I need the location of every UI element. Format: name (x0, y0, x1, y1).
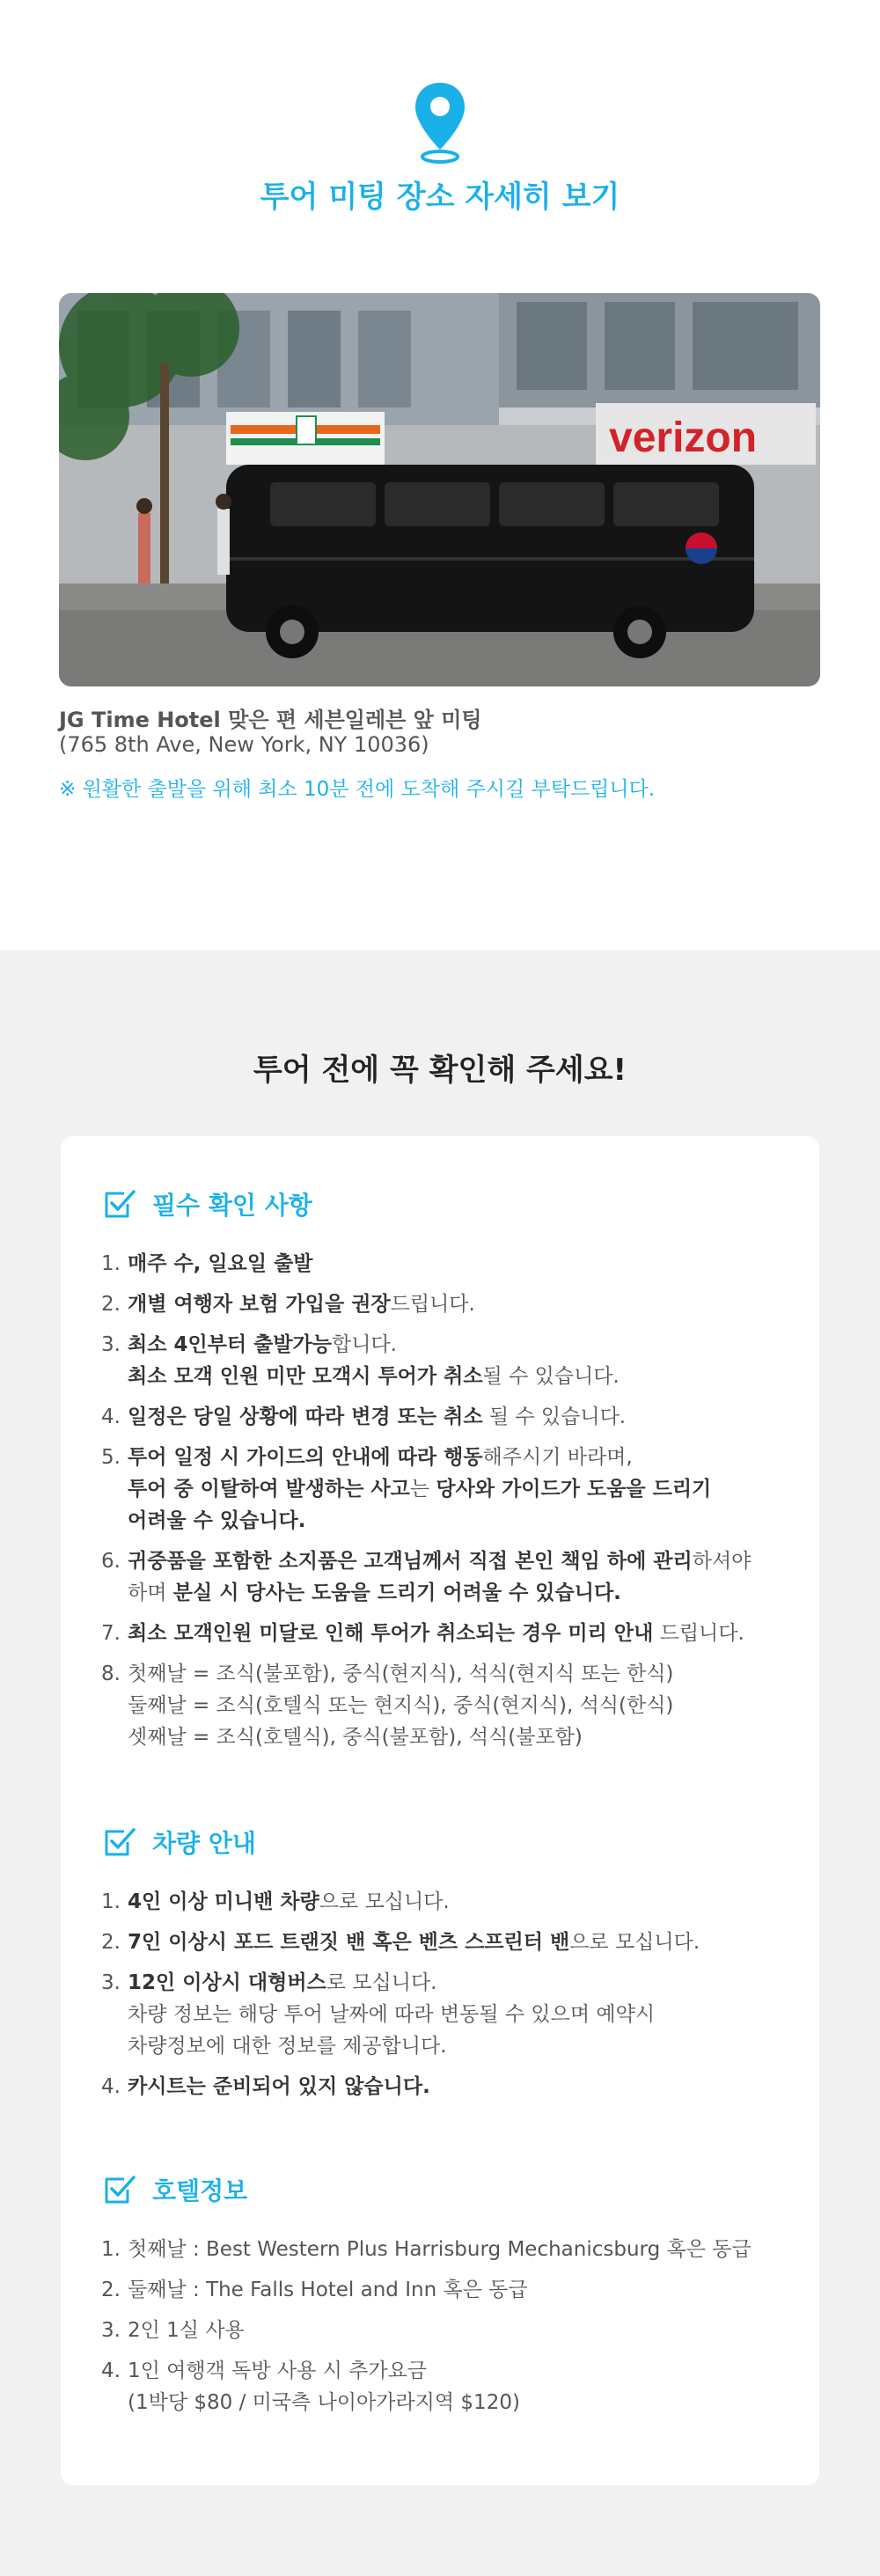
item-text-bold: 투어 중 이탈하여 발생하는 사고 (128, 1478, 410, 1501)
item-text-bold: 4인 이상 미니밴 차량 (128, 1890, 319, 1913)
item-text-bold: 투어 일정 시 가이드의 안내에 따라 행동 (128, 1446, 483, 1469)
item-number: 2. (101, 1293, 121, 1316)
item-number: 3. (101, 1971, 121, 1994)
item-line (128, 1248, 793, 1280)
item-text-bold: 개별 여행자 보험 가입을 권장 (128, 1293, 391, 1316)
item-line (128, 1577, 793, 1609)
item-text: 1인 여행객 독방 사용 시 추가요금 (128, 2359, 428, 2382)
item-line (128, 1690, 793, 1721)
item-line (128, 1288, 793, 1320)
checkbox-icon (101, 1186, 136, 1222)
list-item (101, 2234, 793, 2265)
item-text: 하며 (128, 1582, 173, 1604)
item-text: 둘째날 : The Falls Hotel and Inn 혹은 동급 (128, 2279, 528, 2301)
list-item (101, 1248, 793, 1280)
meeting-section (0, 0, 880, 950)
section-header (101, 2170, 793, 2209)
item-line (128, 1401, 793, 1433)
item-line (128, 1505, 793, 1537)
item-text: 하셔야 (692, 1550, 752, 1573)
list-item (101, 1288, 793, 1320)
item-number: 3. (101, 2319, 121, 2342)
section-header (101, 1185, 793, 1223)
list-item (101, 1329, 793, 1392)
item-text-bold: 최소 4인부터 출발가능 (128, 1333, 332, 1356)
item-line (128, 1721, 793, 1753)
item-text: 드립니다. (390, 1293, 475, 1316)
item-number: 5. (101, 1446, 121, 1469)
item-number: 2. (101, 2279, 121, 2301)
item-text: 으로 모십니다. (319, 1890, 450, 1913)
item-line (128, 1886, 793, 1918)
section-vehicle (101, 1823, 793, 2111)
item-number: 7. (101, 1622, 121, 1645)
item-text: 로 모십니다. (326, 1971, 437, 1994)
item-text: 으로 모십니다. (569, 1931, 700, 1954)
item-line (128, 1361, 793, 1392)
item-text: 차량정보에 대한 정보를 제공합니다. (128, 2035, 447, 2058)
meeting-address: (765 8th Ave, New York, NY 10036) (59, 732, 429, 757)
item-number: 6. (101, 1550, 121, 1573)
checklist-title: 투어 전에 꼭 확인해 주세요! (253, 1053, 627, 1088)
item-line (128, 2030, 793, 2062)
section-title: 필수 확인 사항 (152, 1191, 312, 1220)
item-line (128, 1545, 793, 1577)
item-line (128, 1967, 793, 1999)
item-number: 1. (101, 1890, 121, 1913)
item-text: 될 수 있습니다. (482, 1365, 620, 1388)
item-list (101, 2234, 793, 2418)
item-line (128, 1926, 793, 1958)
list-item (101, 1545, 793, 1609)
item-text: 셋째날 = 조식(호텔식), 중식(불포함), 석식(불포함) (128, 1726, 583, 1749)
item-text: 드립니다. (653, 1622, 744, 1645)
item-list (101, 1248, 793, 1753)
list-item (101, 1926, 793, 1958)
list-item (101, 2355, 793, 2418)
item-text-bold: 7인 이상시 포드 트랜짓 밴 혹은 벤츠 스프린터 밴 (128, 1931, 570, 1954)
item-number: 3. (101, 1333, 121, 1356)
item-text: 첫째날 : Best Western Plus Harrisburg Mechanicsburg 혹은 동급 (128, 2238, 752, 2261)
item-line (128, 1442, 793, 1473)
item-text: 첫째날 = 조식(불포함), 중식(현지식), 석식(현지식 또는 한식) (128, 1662, 674, 1685)
item-text-bold: 어려울 수 있습니다. (128, 1509, 306, 1532)
verizon-sign: verizon (609, 415, 758, 461)
item-line (128, 1618, 793, 1649)
item-text-bold: 카시트는 준비되어 있지 않습니다. (128, 2075, 430, 2098)
item-line (128, 2315, 793, 2346)
item-line (128, 2234, 793, 2265)
item-text: 해주시기 바라며, (482, 1446, 633, 1469)
item-list (101, 1886, 793, 2103)
item-text: (1박당 $80 / 미국측 나이아가라지역 $120) (128, 2391, 520, 2414)
meeting-notice: ※ 원활한 출발을 위해 최소 10분 전에 도착해 주시길 부탁드립니다. (59, 778, 656, 801)
location-pin-icon (410, 79, 470, 167)
checklist-section (0, 950, 880, 2576)
list-item (101, 2274, 793, 2306)
item-line (128, 2274, 793, 2306)
checklist-card (61, 1136, 819, 2485)
item-number: 1. (101, 1252, 121, 1275)
item-number: 1. (101, 2238, 121, 2261)
item-number: 8. (101, 1662, 121, 1685)
list-item (101, 1401, 793, 1433)
item-line (128, 2071, 793, 2103)
item-line (128, 1329, 793, 1361)
item-text: 될 수 있습니다. (482, 1405, 627, 1428)
section-hotel (101, 2170, 793, 2427)
item-line (128, 2387, 793, 2418)
item-line (128, 1473, 793, 1505)
list-item (101, 2315, 793, 2346)
checkbox-icon (101, 1824, 136, 1860)
item-number: 2. (101, 1931, 121, 1954)
item-line (128, 1999, 793, 2030)
item-text: 둘째날 = 조식(호텔식 또는 현지식), 중식(현지식), 석식(한식) (128, 1694, 674, 1717)
item-number: 4. (101, 2075, 121, 2098)
section-title: 호텔정보 (152, 2176, 248, 2205)
list-item (101, 1967, 793, 2062)
section-title: 차량 안내 (152, 1829, 256, 1858)
list-item (101, 1658, 793, 1753)
list-item (101, 1618, 793, 1649)
item-text-bold: 귀중품을 포함한 소지품은 고객님께서 직접 본인 책임 하에 관리 (128, 1550, 693, 1573)
item-line (128, 1658, 793, 1690)
item-text-bold: 최소 모객인원 미달로 인해 투어가 취소되는 경우 미리 안내 (128, 1622, 654, 1645)
item-line (128, 2355, 793, 2387)
meeting-title: 투어 미팅 장소 자세히 보기 (260, 180, 620, 215)
item-number: 4. (101, 1405, 121, 1428)
section-header (101, 1823, 793, 1861)
item-text-bold: 매주 수, 일요일 출발 (128, 1252, 313, 1275)
item-text-bold: 일정은 당일 상황에 따라 변경 또는 취소 (128, 1405, 483, 1428)
list-item (101, 1886, 793, 1918)
item-text: 는 (409, 1478, 436, 1501)
item-text: 2인 1실 사용 (128, 2319, 245, 2342)
meeting-location-name: JG Time Hotel 맞은 편 세븐일레븐 앞 미팅 (59, 708, 482, 732)
item-text: 합니다. (331, 1333, 397, 1356)
section-required (101, 1185, 793, 1762)
meeting-place-photo (59, 293, 820, 686)
item-number: 4. (101, 2359, 121, 2382)
item-text: 차량 정보는 해당 투어 날짜에 따라 변동될 수 있으며 예약시 (128, 2003, 656, 2026)
item-text-bold: 12인 이상시 대형버스 (128, 1971, 326, 1994)
item-text-bold: 분실 시 당사는 도움을 드리기 어려울 수 있습니다. (172, 1582, 621, 1604)
item-text-bold: 최소 모객 인원 미만 모객시 투어가 취소 (128, 1365, 483, 1388)
item-text-bold: 당사와 가이드가 도움을 드리기 (436, 1478, 712, 1501)
list-item (101, 2071, 793, 2103)
list-item (101, 1442, 793, 1537)
checkbox-icon (101, 2172, 136, 2207)
